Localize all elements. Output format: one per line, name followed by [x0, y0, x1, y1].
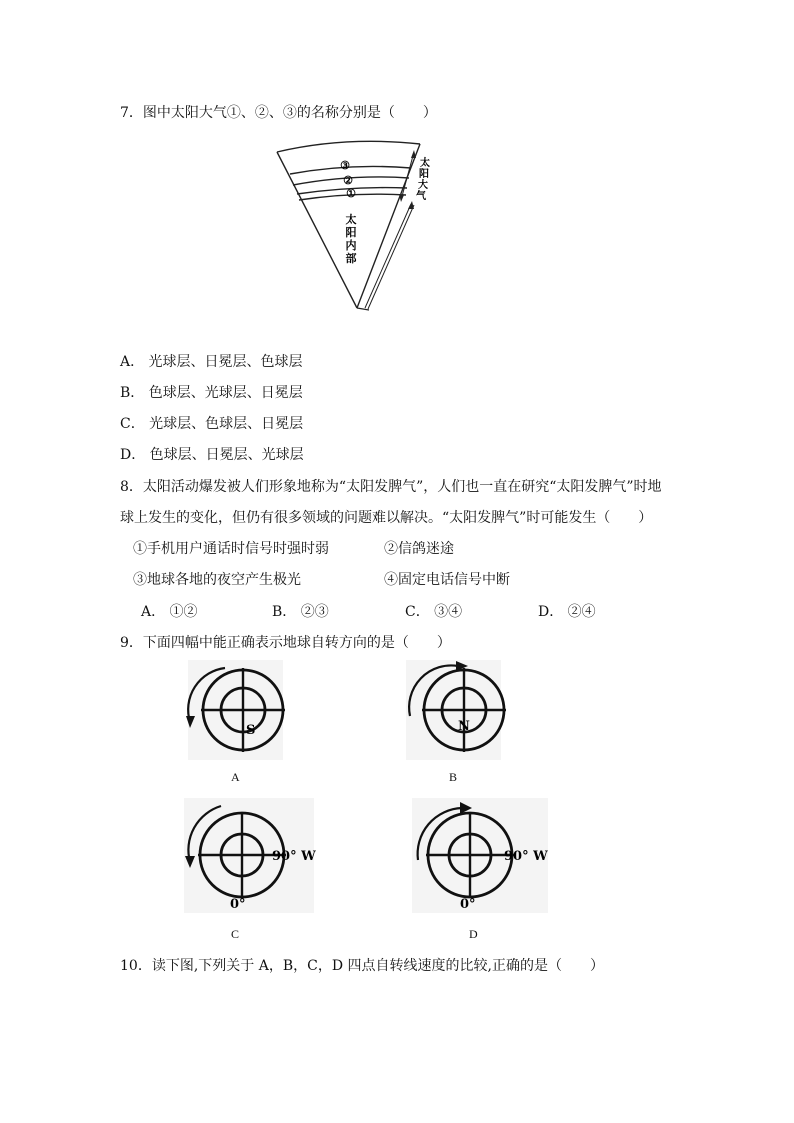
q7-stem: 7．图中太阳大气①、②、③的名称分别是（ ）: [120, 105, 437, 121]
solar-atmosphere-diagram: [275, 138, 455, 320]
q10-stem: 10．读下图,下列关于 A，B，C，D 四点自转线速度的比较,正确的是（ ）: [120, 958, 604, 974]
q7-option-b: B． 色球层、光球层、日冕层: [120, 385, 303, 401]
atmosphere-label-char-3: 大: [418, 180, 428, 191]
figure-d-caption: D: [469, 927, 478, 941]
layer-3-label: ③: [340, 159, 350, 172]
pole-label-a: S: [246, 723, 256, 738]
q8-option-b: B． ②③: [272, 604, 329, 620]
q8-option-d: D． ②④: [538, 604, 596, 620]
figure-c-caption: C: [231, 927, 240, 941]
atmosphere-label-char-4: 气: [416, 191, 426, 202]
q9-stem: 9．下面四幅中能正确表示地球自转方向的是（ ）: [120, 635, 451, 651]
layer-1-label: ①: [346, 187, 356, 200]
globe-figure-d: [404, 798, 550, 913]
meridian-90w-label-d: 90° W: [504, 849, 548, 864]
interior-label-char-4: 部: [345, 252, 357, 265]
q8-item-2: ②信鸽迷途: [384, 541, 454, 557]
q8-option-a: A． ①②: [141, 604, 198, 620]
q8-item-3: ③地球各地的夜空产生极光: [133, 572, 301, 588]
layer-2-label: ②: [343, 174, 353, 187]
interior-label-char-1: 太: [345, 213, 357, 226]
globe-figure-c: [176, 798, 316, 913]
atmosphere-label-char-1: 太: [420, 158, 430, 169]
q7-option-a: A． 光球层、日冕层、色球层: [120, 354, 303, 370]
figure-b-caption: B: [449, 770, 458, 784]
q8-option-c: C． ③④: [405, 604, 463, 620]
q8-item-1: ①手机用户通话时信号时强时弱: [133, 541, 329, 557]
sector-right-edge: [357, 144, 420, 308]
interior-label-char-2: 阳: [345, 226, 357, 239]
figure-a-caption: A: [231, 770, 240, 784]
interior-label-char-3: 内: [345, 239, 357, 252]
atmosphere-label-char-2: 阳: [419, 169, 429, 180]
meridian-0-label-c: 0°: [230, 897, 246, 912]
q8-stem-line2: 球上发生的变化，但仍有很多领域的问题难以解决。“太阳发脾气”时可能发生（ ）: [120, 510, 653, 526]
outer-arc: [277, 141, 420, 152]
globe-figure-b: [398, 660, 508, 760]
q8-item-4: ④固定电话信号中断: [384, 572, 510, 588]
q7-option-c: C． 光球层、色球层、日冕层: [120, 416, 304, 432]
q7-option-d: D． 色球层、日冕层、光球层: [120, 447, 304, 463]
q8-stem-line1: 8．太阳活动爆发被人们形象地称为“太阳发脾气”，人们也一直在研究“太阳发脾气”时地: [120, 479, 662, 495]
meridian-90w-label-c: 90° W: [272, 849, 316, 864]
globe-figure-a: [180, 660, 290, 760]
meridian-0-label-d: 0°: [460, 897, 476, 912]
radius-line-a: [365, 204, 411, 308]
pole-label-b: N: [458, 719, 470, 734]
layer-boundary-3-2: [290, 166, 411, 174]
atmosphere-bracket: [401, 152, 414, 200]
